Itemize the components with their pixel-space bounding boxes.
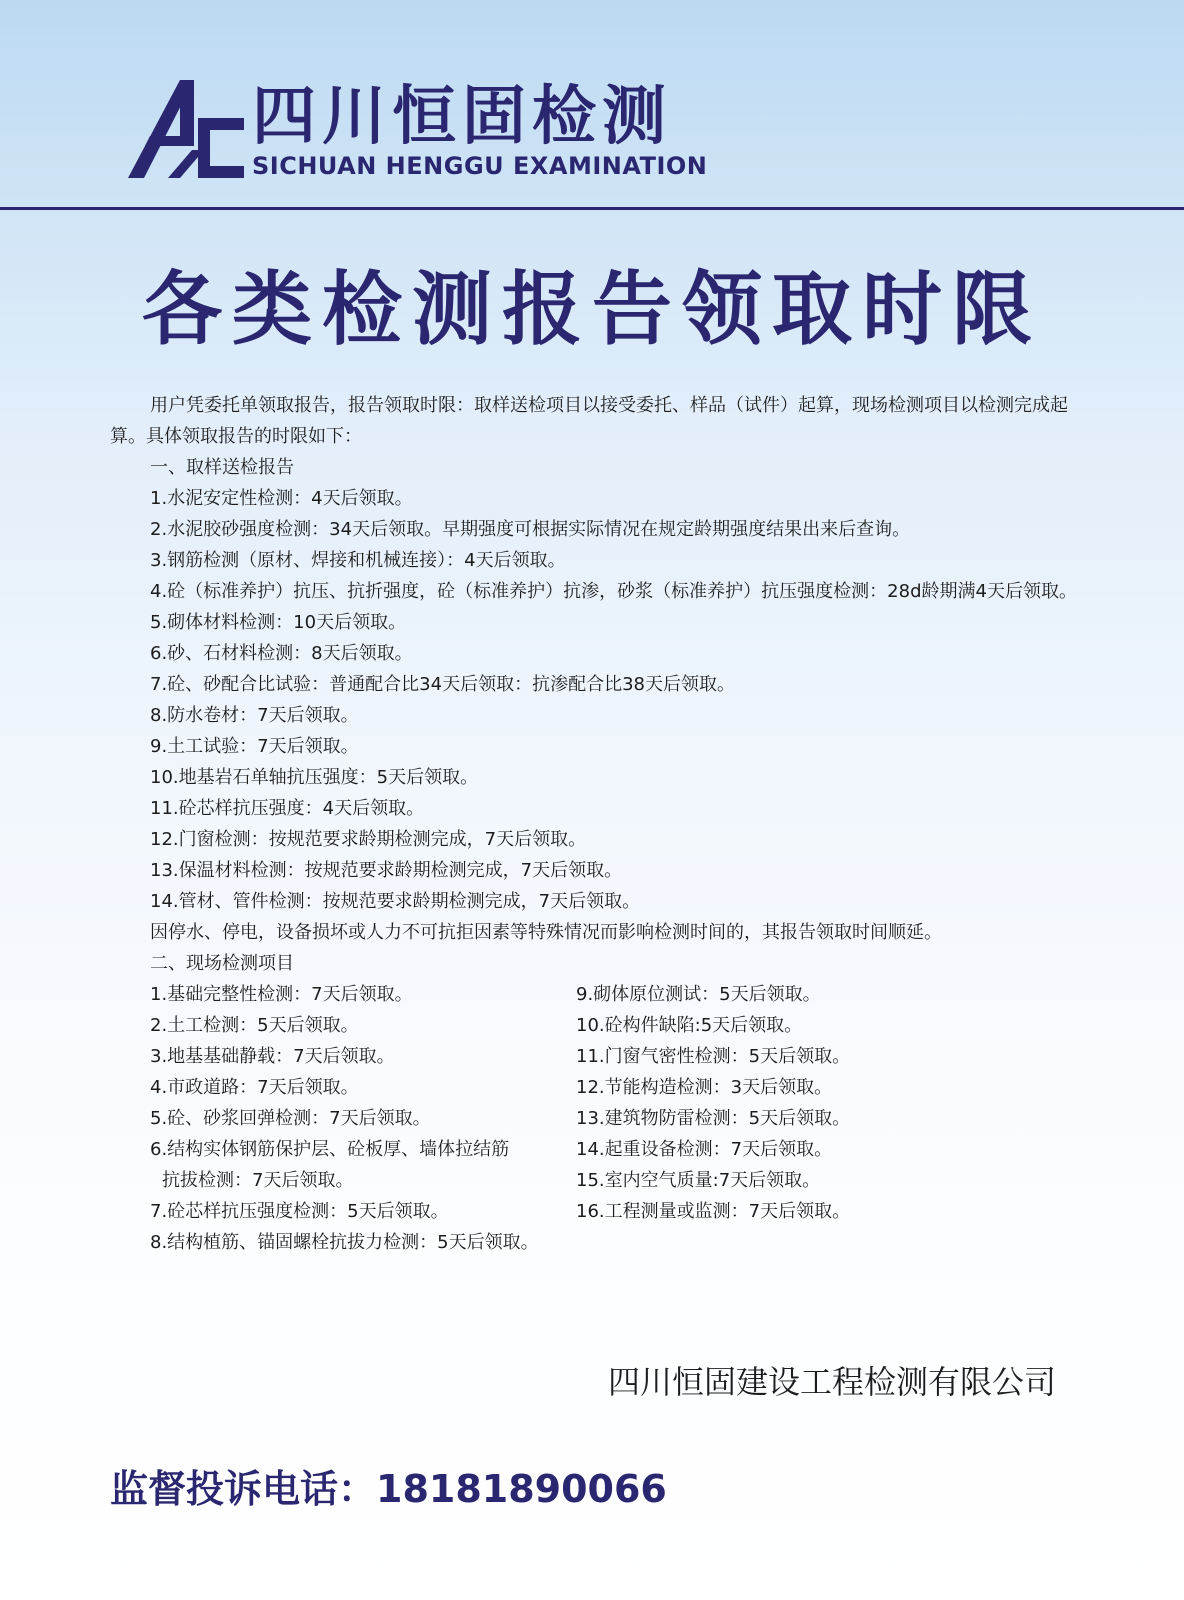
- brand-name-en: SICHUAN HENGGU EXAMINATION: [252, 152, 708, 180]
- list-item-continuation: 抗拔检测：7天后领取。: [162, 1170, 354, 1191]
- header-divider: [0, 207, 1184, 210]
- list-item: 9.砌体原位测试：5天后领取。: [576, 984, 821, 1005]
- hg-logo-icon: [128, 80, 246, 182]
- brand-name-cn: 四川恒固检测: [252, 80, 672, 154]
- list-item: 6.结构实体钢筋保护层、砼板厚、墙体拉结筋: [150, 1139, 510, 1160]
- list-item: 16.工程测量或监测：7天后领取。: [576, 1201, 851, 1222]
- delay-note: 因停水、停电，设备损坏或人力不可抗拒因素等特殊情况而影响检测时间的，其报告领取时间顺延。: [150, 922, 942, 943]
- list-item: 7.砼、砂配合比试验：普通配合比34天后领取：抗渗配合比38天后领取。: [150, 674, 735, 695]
- onsite-items-right: [576, 979, 1046, 1258]
- list-item: 1.水泥安定性检测：4天后领取。: [150, 488, 413, 509]
- list-item: 3.地基基础静载：7天后领取。: [150, 1046, 395, 1067]
- list-item: 5.砌体材料检测：10天后领取。: [150, 612, 407, 633]
- list-item: 13.保温材料检测：按规范要求龄期检测完成，7天后领取。: [150, 860, 623, 881]
- list-item: 2.土工检测：5天后领取。: [150, 1015, 359, 1036]
- list-item: 9.土工试验：7天后领取。: [150, 736, 359, 757]
- list-item: 14.管材、管件检测：按规范要求龄期检测完成，7天后领取。: [150, 891, 641, 912]
- list-item: 13.建筑物防雷检测：5天后领取。: [576, 1108, 851, 1129]
- list-item: 6.砂、石材料检测：8天后领取。: [150, 643, 413, 664]
- company-name: 四川恒固建设工程检测有限公司: [607, 1363, 1056, 1401]
- list-item: 15.室内空气质量:7天后领取。: [576, 1170, 821, 1191]
- list-item: 12.门窗检测：按规范要求龄期检测完成，7天后领取。: [150, 829, 587, 850]
- section2-heading: 二、现场检测项目: [150, 953, 294, 974]
- page-title: 各类检测报告领取时限: [142, 263, 1042, 356]
- list-item: 8.结构植筋、锚固螺栓抗拔力检测：5天后领取。: [150, 1232, 539, 1253]
- list-item: 4.市政道路：7天后领取。: [150, 1077, 359, 1098]
- list-item: 11.门窗气密性检测：5天后领取。: [576, 1046, 851, 1067]
- header: [0, 0, 1184, 208]
- list-item: 8.防水卷材：7天后领取。: [150, 705, 359, 726]
- notice-body: [110, 390, 1080, 1258]
- list-item: 10.地基岩石单轴抗压强度：5天后领取。: [150, 767, 479, 788]
- list-item: 3.钢筋检测（原材、焊接和机械连接）：4天后领取。: [150, 550, 566, 571]
- intro-paragraph: 用户凭委托单领取报告，报告领取时限：取样送检项目以接受委托、样品（试件）起算，现场检测项目以检测完成起算。具体领取报告的时限如下：: [110, 395, 1068, 447]
- list-item: 12.节能构造检测：3天后领取。: [576, 1077, 833, 1098]
- list-item: 2.水泥胶砂强度检测：34天后领取。早期强度可根据实际情况在规定龄期强度结果出来后查询。: [150, 519, 911, 540]
- list-item: 7.砼芯样抗压强度检测：5天后领取。: [150, 1201, 449, 1222]
- complaint-hotline: 监督投诉电话：18181890066: [110, 1467, 667, 1511]
- list-item: 11.砼芯样抗压强度：4天后领取。: [150, 798, 425, 819]
- list-item: 1.基础完整性检测：7天后领取。: [150, 984, 413, 1005]
- list-item: 10.砼构件缺陷:5天后领取。: [576, 1015, 803, 1036]
- onsite-items-left: [110, 979, 576, 1258]
- section1-heading: 一、取样送检报告: [150, 457, 294, 478]
- onsite-items-columns: [110, 979, 1080, 1258]
- list-item: 4.砼（标准养护）抗压、抗折强度，砼（标准养护）抗渗，砂浆（标准养护）抗压强度检测：28d龄期满4天后领取。: [150, 581, 1077, 602]
- list-item: 5.砼、砂浆回弹检测：7天后领取。: [150, 1108, 431, 1129]
- list-item: 14.起重设备检测：7天后领取。: [576, 1139, 833, 1160]
